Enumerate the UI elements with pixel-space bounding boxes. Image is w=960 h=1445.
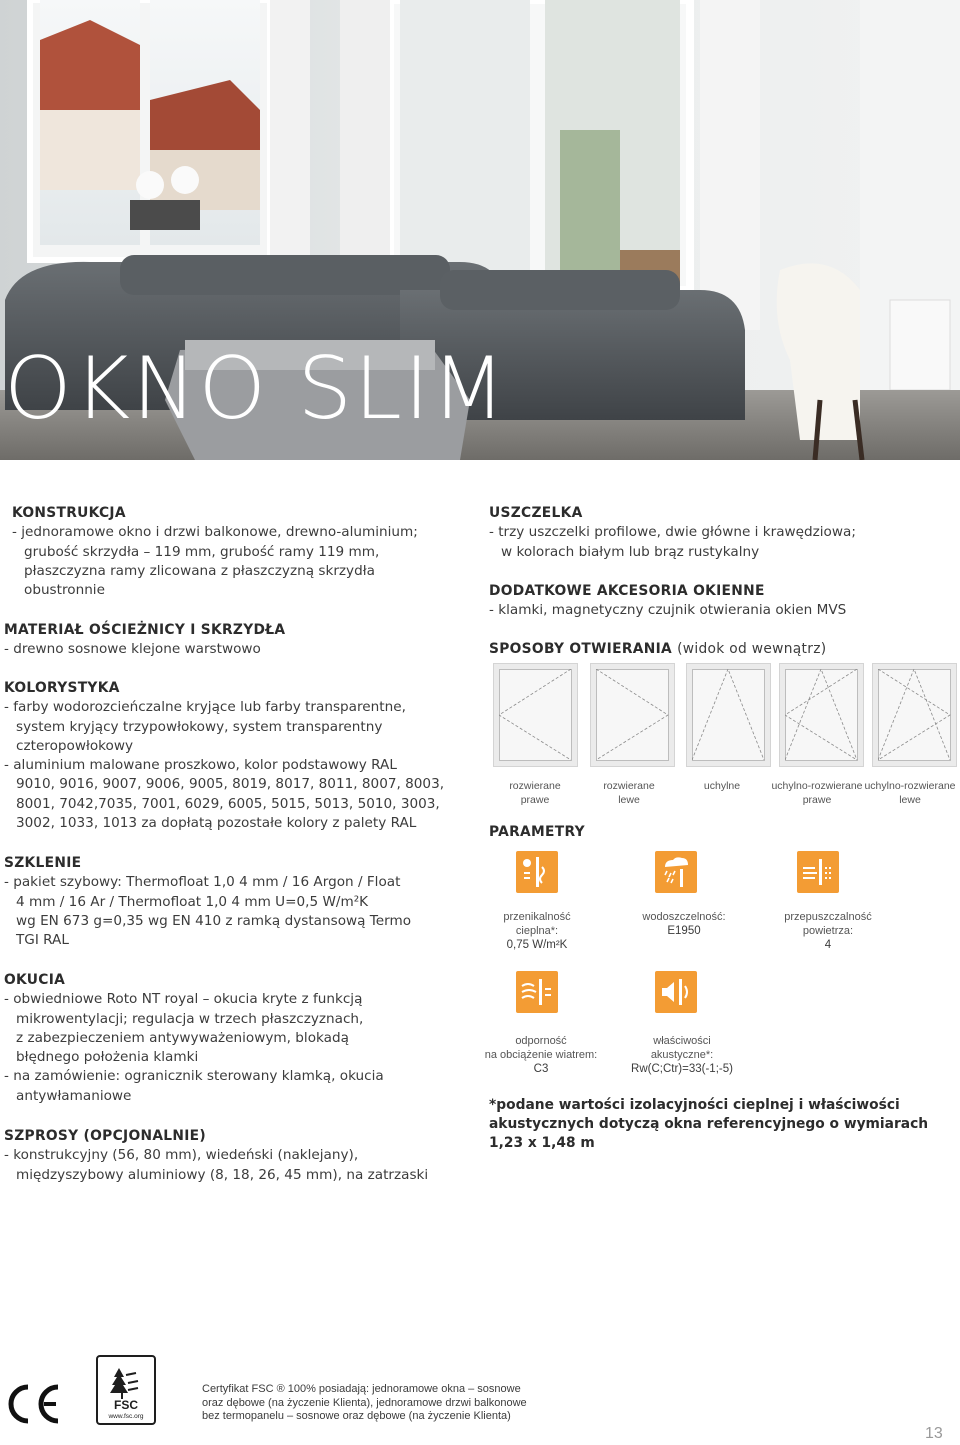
- fsc-tree-icon: [98, 1359, 154, 1401]
- param-label: cieplna*:: [515, 925, 559, 937]
- param-sound: [607, 1034, 757, 1076]
- uszczelka-line: - trzy uszczelki profilowe, dwie główne i krawędziowa;: [489, 524, 856, 541]
- param-label: wodoszczelność:: [642, 911, 726, 923]
- window-rozwierane-lewe: [590, 663, 675, 767]
- window-label: uchylno-rozwierane prawe: [771, 780, 863, 806]
- uszczelka-heading: USZCZELKA: [489, 505, 583, 521]
- air-icon: [797, 851, 839, 893]
- cert-line: bez termopanelu – sosnowe oraz dębowe (na życzenie Klienta): [202, 1410, 511, 1422]
- parametry-heading: PARAMETRY: [489, 824, 585, 840]
- param-label: akustyczne*:: [650, 1049, 714, 1061]
- param-value: 4: [824, 939, 832, 951]
- param-water: [609, 910, 759, 938]
- szprosy-line: - konstrukcyjny (56, 80 mm), wiedeński (naklejany),: [4, 1147, 359, 1164]
- window-uchylno-rozwierane-lewe: [872, 663, 957, 767]
- okucia-line: błędnego położenia klamki: [16, 1049, 199, 1066]
- sposoby-heading-text: SPOSOBY OTWIERANIA: [489, 641, 672, 657]
- window-label: rozwierane prawe: [509, 780, 561, 806]
- fsc-logo: [96, 1355, 156, 1425]
- okucia-line: antywłamaniowe: [16, 1087, 132, 1104]
- kolorystyka-line: 3002, 1033, 1013 za dopłatą pozostałe kolory z palety RAL: [16, 815, 417, 832]
- window-uchylno-rozwierane-prawe: [779, 663, 864, 767]
- konstrukcja-line: płaszczyzna ramy zlicowana z płaszczyzną skrzydła: [24, 562, 375, 579]
- okucia-line: - na zamówienie: ogranicznik sterowany klamką, okucia: [4, 1068, 384, 1085]
- page-number: 13: [925, 1425, 943, 1442]
- kolorystyka-line: 8001, 7042,7035, 7001, 6029, 6005, 5015, 5013, 5010, 3003,: [16, 795, 440, 812]
- konstrukcja-line: obustronnie: [24, 582, 105, 599]
- section-uszczelka: [489, 504, 949, 562]
- window-label: uchylno-rozwierane lewe: [864, 780, 956, 806]
- szprosy-line: międzyszybowy aluminiowy (8, 18, 26, 45 mm), na zatrzaski: [16, 1166, 429, 1183]
- opening-diagram-icon: [499, 669, 572, 761]
- szklenie-line: 4 mm / 16 Ar / Thermofloat 1,0 4 mm U=0,5 W/m²K: [16, 893, 369, 910]
- okucia-line: - obwiedniowe Roto NT royal – okucia kryte z funkcją: [4, 991, 363, 1008]
- ce-mark-icon: [6, 1383, 61, 1425]
- window-label: rozwierane lewe: [603, 780, 655, 806]
- param-label: przepuszczalność: [784, 911, 872, 923]
- water-icon: [655, 851, 697, 893]
- param-label: na obciążenie wiatrem:: [484, 1049, 598, 1061]
- reference-note: *podane wartości izolacyjności cieplnej i właściwości akustycznych dotyczą okna referencyjnego o wymiarach 1,23 x 1,48 m: [489, 1097, 929, 1151]
- section-parametry: [489, 823, 689, 842]
- param-wind: [466, 1034, 616, 1076]
- uszczelka-line: w kolorach białym lub brąz rustykalny: [501, 543, 760, 560]
- sposoby-heading: [489, 640, 949, 659]
- sposoby-subheading: (widok od wewnątrz): [677, 641, 827, 657]
- section-okucia: [4, 971, 474, 1106]
- param-value: C3: [533, 1063, 549, 1075]
- wind-icon: [516, 971, 558, 1013]
- kolorystyka-line: system kryjący trzypowłokowy, system transparentny: [16, 718, 383, 735]
- konstrukcja-heading: KONSTRUKCJA: [12, 505, 126, 521]
- param-label: przenikalność: [503, 911, 571, 923]
- section-szprosy: [4, 1127, 474, 1185]
- okucia-line: mikrowentylacji; regulacja w trzech płaszczyznach,: [16, 1010, 364, 1027]
- kolorystyka-line: - farby wodorozcieńczalne kryjące lub farby transparentne,: [4, 699, 406, 716]
- okucia-line: z zabezpieczeniem antywyważeniowym, blokadą: [16, 1029, 349, 1046]
- section-material: [4, 621, 464, 660]
- konstrukcja-line: - jednoramowe okno i drzwi balkonowe, drewno-aluminium;: [12, 524, 418, 541]
- param-label: powietrza:: [802, 925, 854, 937]
- section-konstrukcja: [12, 504, 472, 600]
- cert-line: Certyfikat FSC ® 100% posiadają: jednoramowe okna – sosnowe: [202, 1383, 521, 1395]
- param-value: E1950: [667, 925, 701, 937]
- kolorystyka-line: - aluminium malowane proszkowo, kolor podstawowy RAL: [4, 757, 397, 774]
- param-label: odporność: [515, 1035, 567, 1047]
- fsc-logo-text: FSC: [114, 1398, 138, 1412]
- window-label: uchylne: [703, 780, 741, 792]
- fsc-url: www.fsc.org: [108, 1413, 144, 1420]
- section-kolorystyka: [4, 679, 474, 833]
- opening-diagram-icon: [692, 669, 765, 761]
- param-air: [753, 910, 903, 952]
- material-line: - drewno sosnowe klejone warstwowo: [4, 641, 261, 658]
- section-sposoby: [489, 640, 949, 659]
- opening-diagram-icon: [596, 669, 669, 761]
- szklenie-line: - pakiet szybowy: Thermofloat 1,0 4 mm / 16 Argon / Float: [4, 874, 401, 891]
- akcesoria-heading: DODATKOWE AKCESORIA OKIENNE: [489, 583, 765, 599]
- material-heading: MATERIAŁ OŚCIEŻNICY I SKRZYDŁA: [4, 622, 286, 638]
- param-label: właściwości: [653, 1035, 711, 1047]
- thermal-icon: [516, 851, 558, 893]
- opening-diagram-icon: [878, 669, 951, 761]
- opening-diagram-icon: [785, 669, 858, 761]
- konstrukcja-line: grubość skrzydła – 119 mm, grubość ramy 119 mm,: [24, 543, 380, 560]
- okucia-heading: OKUCIA: [4, 972, 66, 988]
- kolorystyka-line: 9010, 9016, 9007, 9006, 9005, 8019, 8017, 8011, 8007, 8003,: [16, 776, 445, 793]
- cert-line: oraz dębowe (na życzenie Klienta), jednoramowe drzwi balkonowe: [202, 1396, 527, 1409]
- sound-icon: [655, 971, 697, 1013]
- szklenie-heading: SZKLENIE: [4, 855, 82, 871]
- window-uchylne: [686, 663, 771, 767]
- hero-photo: [0, 0, 960, 460]
- page-title: OKNO SLIM: [4, 339, 508, 439]
- akcesoria-line: - klamki, magnetyczny czujnik otwierania okien MVS: [489, 602, 847, 619]
- param-value: 0,75 W/m²K: [506, 939, 568, 951]
- section-akcesoria: [489, 582, 949, 621]
- param-thermal: [462, 910, 612, 952]
- szklenie-line: TGI RAL: [16, 932, 69, 949]
- kolorystyka-line: czteropowłokowy: [16, 737, 134, 754]
- kolorystyka-heading: KOLORYSTYKA: [4, 680, 120, 696]
- fsc-certificate-text: [202, 1383, 562, 1424]
- szklenie-line: wg EN 673 g=0,35 wg EN 410 z ramką dystansową Termo: [16, 912, 412, 929]
- section-szklenie: [4, 854, 474, 950]
- param-value: Rw(C;Ctr)=33(-1;-5): [631, 1063, 733, 1075]
- szprosy-heading: SZPROSY (OPCJONALNIE): [4, 1128, 206, 1144]
- window-rozwierane-prawe: [493, 663, 578, 767]
